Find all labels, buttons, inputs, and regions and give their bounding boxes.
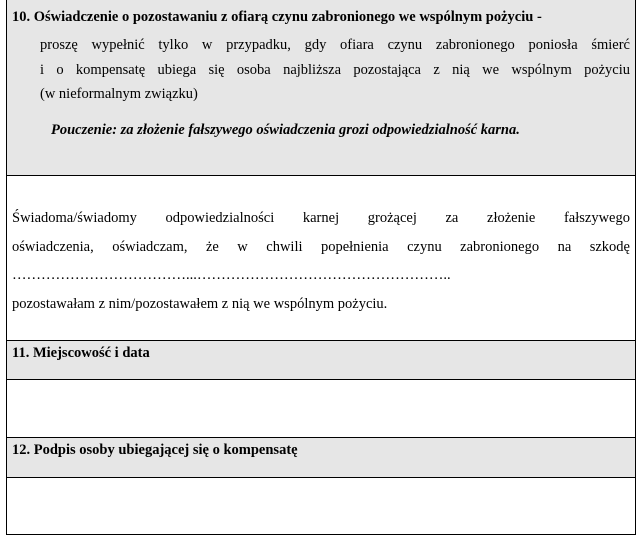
section-10-title: 10. Oświadczenie o pozostawaniu z ofiarą czynu zabronionego we wspólnym pożyciu - xyxy=(12,9,542,25)
instruction-line: (w nieformalnym związku) xyxy=(40,86,198,102)
section-12-header xyxy=(7,437,635,477)
statement-field[interactable] xyxy=(7,175,635,340)
legal-warning: Pouczenie: za złożenie fałszywego oświadczenia grozi odpowiedzialność karna. xyxy=(51,122,520,138)
statement-text xyxy=(12,204,630,318)
section-12-title: 12. Podpis osoby ubiegającej się o kompensatę xyxy=(12,442,298,458)
statement-line: pozostawałam z nim/pozostawałem z nią we wspólnym pożyciu. xyxy=(12,295,388,312)
section-11-header xyxy=(7,340,635,379)
statement-line: Świadoma/świadomy odpowiedzialności karnej grożącej za złożenie fałszywego xyxy=(12,210,630,226)
victim-name-blank[interactable]: ………………………………...…………………………………………….. xyxy=(12,267,451,283)
section-10-instructions xyxy=(40,33,630,107)
statement-line: oświadczenia, oświadczam, że w chwili popełnienia czynu zabronionego na szkodę xyxy=(12,238,630,255)
place-date-field[interactable] xyxy=(7,379,635,437)
signature-field[interactable] xyxy=(7,477,635,535)
section-11-title: 11. Miejscowość i data xyxy=(12,345,150,361)
instruction-line: proszę wypełnić tylko w przypadku, gdy ofiara czynu zabronionego poniosła śmierć xyxy=(40,37,630,53)
form-table xyxy=(6,0,636,535)
section-10-header xyxy=(7,0,635,175)
instruction-line: i o kompensatę ubiega się osoba najbliższa pozostająca z nią we wspólnym pożyciu xyxy=(40,61,630,78)
